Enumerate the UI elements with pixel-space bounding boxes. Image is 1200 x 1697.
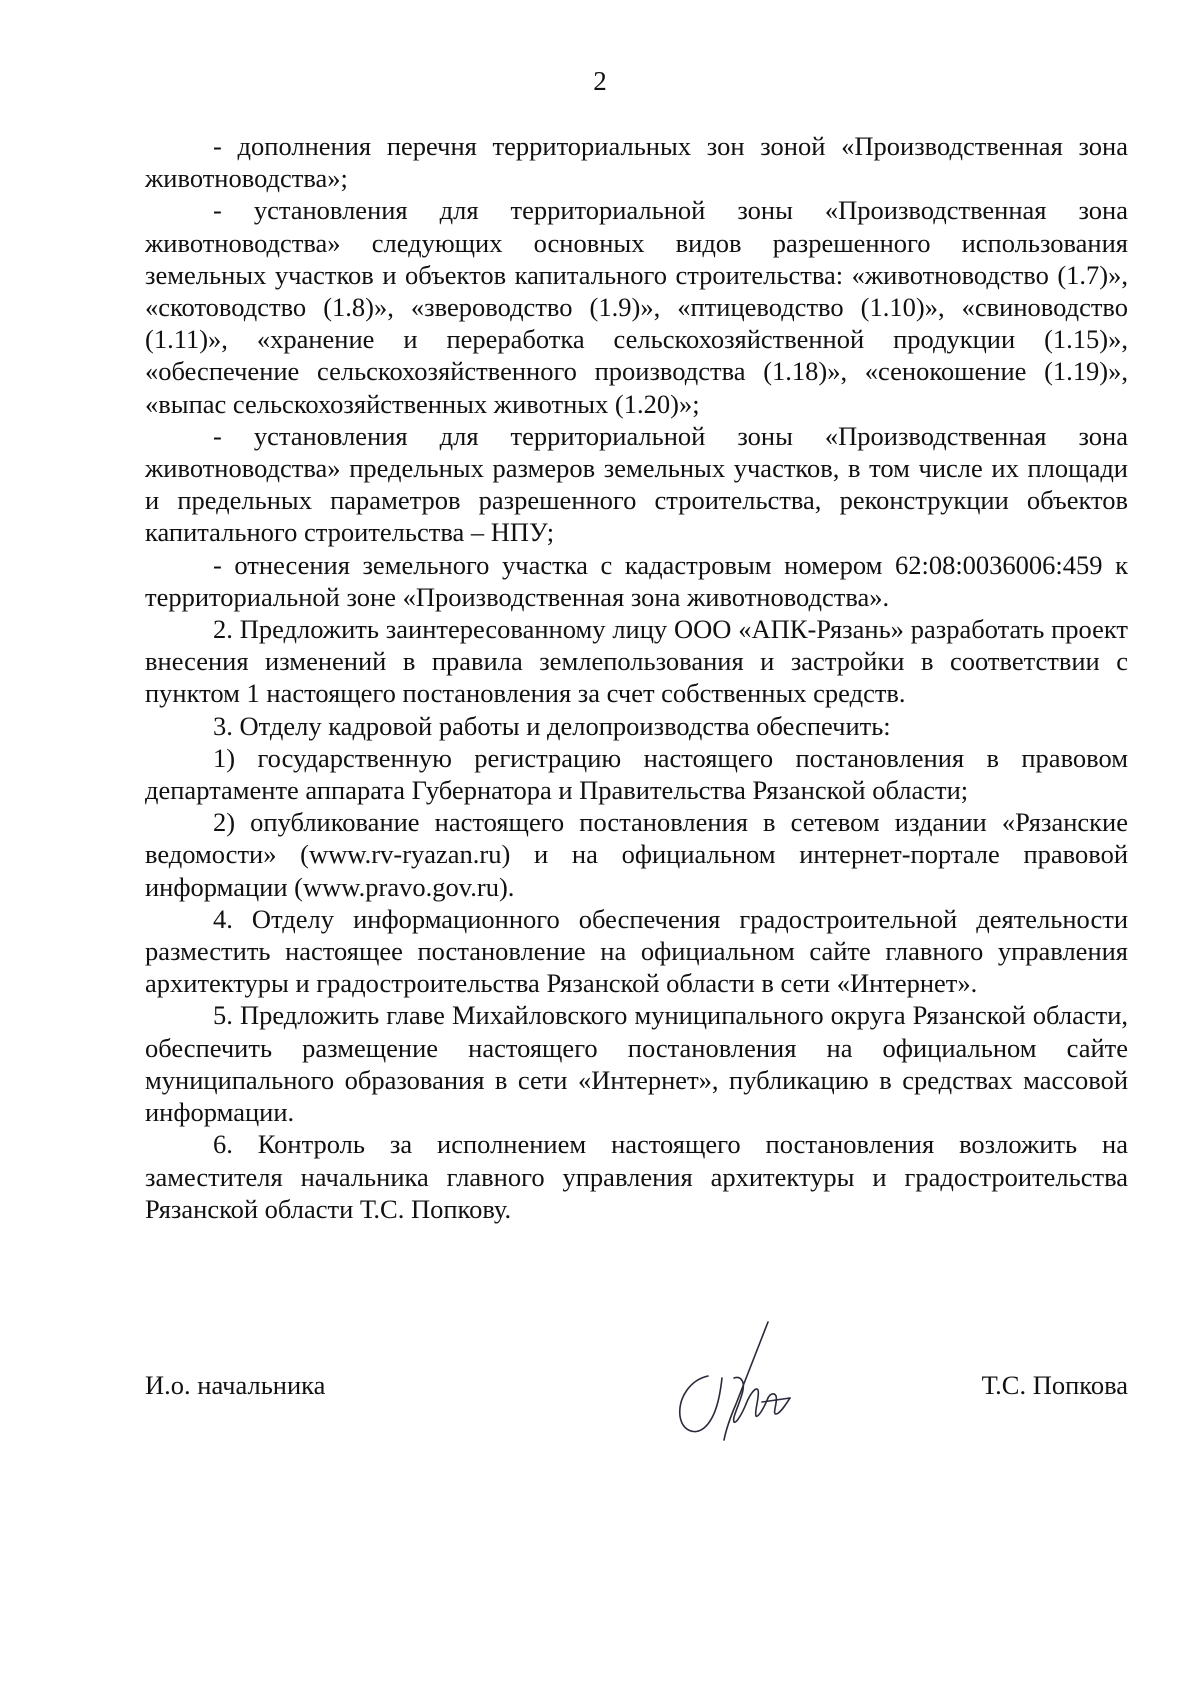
handwritten-signature [650, 1318, 810, 1448]
paragraph-item-5: 5. Предложить главе Михайловского муниципального округа Рязанской области, обеспечить размещение настоящего постановления на официальном сайте муниципального образования в сети «Интернет», публикацию в средствах массовой информации. [145, 1000, 1128, 1128]
page-number: 2 [593, 66, 607, 96]
paragraph-permitted-uses: - установления для территориальной зоны «Производственная зона животноводства» следующих основных видов разрешенного использования земельных участков и объектов капитального строительства: «животноводство (1.7)», «скотоводство (1.8)», «звероводство (1.9)», «птицеводство (1.10)», «свиноводство (1.11)», «хранение и переработка сельскохозяйственной продукции (1.15)», «обеспечение сельскохозяйственного производства (1.18)», «сенокошение (1.19)», «выпас сельскохозяйственных животных (1.20)»; [145, 195, 1128, 419]
paragraph-cadastral-plot: - отнесения земельного участка с кадастровым номером 62:08:0036006:459 к территориальной зоне «Производственная зона животноводства». [145, 549, 1128, 612]
paragraph-item-3-1: 1) государственную регистрацию настоящего постановления в правовом департаменте аппарата Губернатора и Правительства Рязанской области; [145, 742, 1128, 806]
signatory-name: Т.С. Попкова [981, 1370, 1128, 1400]
paragraph-zone-addition: - дополнения перечня территориальных зон зоной «Производственная зона животноводства»; [145, 131, 1128, 194]
paragraph-item-3-2: 2) опубликование настоящего постановления в сетевом издании «Рязанские ведомости» (www.rv-ryazan.ru) и на официальном интернет-портале правовой информации (www.pravo.gov.ru). [145, 807, 1128, 902]
document-body [145, 130, 1128, 1225]
signature-block [145, 1370, 1128, 1500]
paragraph-item-4: 4. Отделу информационного обеспечения градостроительной деятельности разместить настоящее постановление на официальном сайте главного управления архитектуры и градостроительства Рязанской области в сети «Интернет». [145, 903, 1128, 999]
paragraph-item-2: 2. Предложить заинтересованному лицу ООО «АПК-Рязань» разработать проект внесения изменений в правила землепользования и застройки в соответствии с пунктом 1 настоящего постановления за счет собственных средств. [145, 614, 1128, 709]
paragraph-item-6: 6. Контроль за исполнением настоящего постановления возложить на заместителя начальника главного управления архитектуры и градостроительства Рязанской области Т.С. Попкову. [145, 1129, 1128, 1224]
paragraph-size-limits: - установления для территориальной зоны «Производственная зона животноводства» предельных размеров земельных участков, в том числе их площади и предельных параметров разрешенного строительства, реконструкции объектов капитального строительства – НПУ; [145, 420, 1128, 548]
signatory-position: И.о. начальника [145, 1370, 326, 1400]
paragraph-item-3: 3. Отделу кадровой работы и делопроизводства обеспечить: [213, 710, 891, 741]
